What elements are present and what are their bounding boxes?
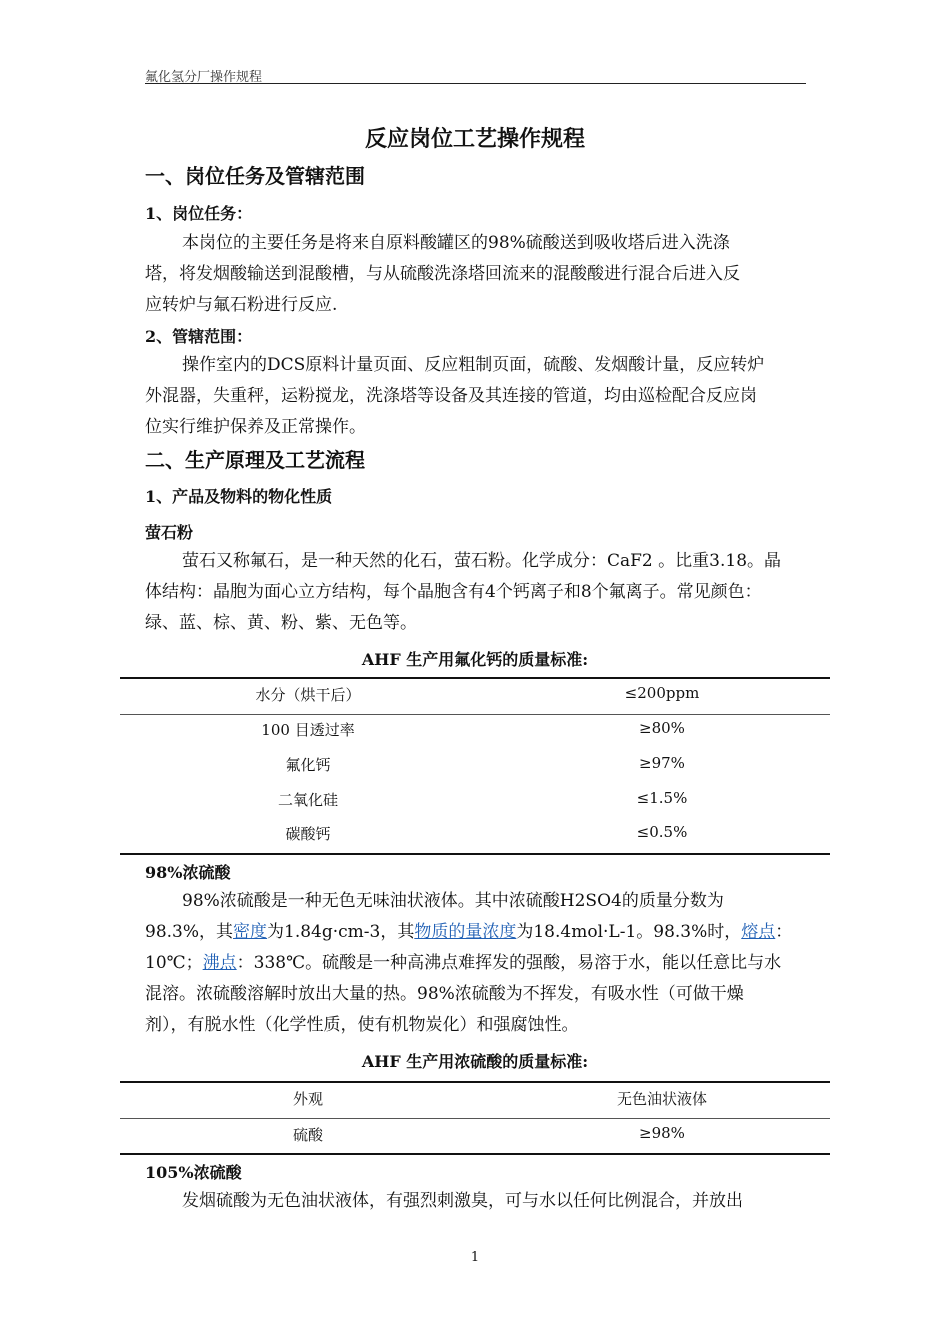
table-top-rule bbox=[120, 677, 830, 679]
page-header: 氟化氢分厂操作规程 bbox=[145, 70, 263, 85]
acid98-line: 10℃；沸点：338℃。硫酸是一种高沸点难挥发的强酸，易溶于水，能以任意比与水 bbox=[145, 953, 782, 973]
acid98-paragraph bbox=[145, 886, 807, 1041]
boiling-point-link[interactable]: 沸点 bbox=[202, 953, 237, 973]
table-cell: 氟化钙 bbox=[285, 756, 331, 774]
task-line: 应转炉与氟石粉进行反应. bbox=[145, 295, 338, 315]
task-heading: 1、岗位任务： bbox=[145, 204, 253, 223]
properties-heading: 1、产品及物料的物化性质 bbox=[145, 487, 333, 506]
fluorite-line: 萤石又称氟石，是一种天然的化石，萤石粉。化学成分：CaF2 。比重3.18。晶 bbox=[182, 551, 782, 571]
task-line: 本岗位的主要任务是将来自原料酸罐区的98%硫酸送到吸收塔后进入洗涤 bbox=[182, 233, 730, 253]
table-cell: 无色油状液体 bbox=[616, 1090, 707, 1108]
acid98-line: 98%浓硫酸是一种无色无味油状液体。其中浓硫酸H2SO4的质量分数为 bbox=[182, 891, 724, 911]
document-title: 反应岗位工艺操作规程 bbox=[364, 126, 585, 152]
page-number: 1 bbox=[470, 1250, 480, 1265]
table-cell: 硫酸 bbox=[292, 1126, 323, 1144]
table-cell: ≥80% bbox=[639, 719, 685, 737]
acid105-line: 发烟硫酸为无色油状液体，有强烈刺激臭，可与水以任何比例混合，并放出 bbox=[182, 1191, 743, 1211]
fluorite-line: 绿、蓝、棕、黄、粉、紫、无色等。 bbox=[145, 613, 417, 633]
table-header-rule bbox=[120, 1118, 830, 1119]
table-cell: ≤0.5% bbox=[636, 823, 688, 841]
table-cell: 二氧化硅 bbox=[277, 791, 338, 809]
table-top-rule bbox=[120, 1081, 830, 1083]
scope-line: 外混器，失重秤，运粉搅龙，洗涤塔等设备及其连接的管道，均由巡检配合反应岗 bbox=[145, 386, 757, 406]
table-cell: 100 目透过率 bbox=[261, 721, 355, 739]
scope-line: 操作室内的DCS原料计量页面、反应粗制页面，硫酸、发烟酸计量，反应转炉 bbox=[182, 355, 765, 375]
acid98-line: 混溶。浓硫酸溶解时放出大量的热。98%浓硫酸为不挥发，有吸水性（可做干燥 bbox=[145, 984, 744, 1004]
density-link[interactable]: 密度 bbox=[233, 922, 268, 942]
table-cell: 外观 bbox=[292, 1090, 323, 1108]
scope-line: 位实行维护保养及正常操作。 bbox=[145, 417, 366, 437]
acid-table-caption: AHF 生产用浓硫酸的质量标准: bbox=[361, 1052, 589, 1071]
table-bottom-rule bbox=[120, 853, 830, 855]
melting-point-link[interactable]: 熔点 bbox=[741, 922, 776, 942]
table-cell: ≥97% bbox=[639, 754, 685, 772]
table-cell: 水分（烘干后） bbox=[255, 686, 361, 704]
section-1-heading: 一、岗位任务及管辖范围 bbox=[145, 164, 365, 188]
acid98-heading: 98%浓硫酸 bbox=[145, 863, 231, 882]
table-header-rule bbox=[120, 714, 830, 715]
task-paragraph bbox=[145, 228, 807, 321]
acid105-heading: 105%浓硫酸 bbox=[145, 1163, 242, 1182]
fluorite-table-caption: AHF 生产用氟化钙的质量标准: bbox=[361, 650, 589, 669]
section-2-heading: 二、生产原理及工艺流程 bbox=[145, 448, 365, 472]
scope-paragraph bbox=[145, 350, 807, 443]
molar-concentration-link[interactable]: 物质的量浓度 bbox=[414, 922, 517, 942]
fluorite-paragraph bbox=[145, 546, 807, 639]
header-divider bbox=[145, 83, 806, 84]
table-bottom-rule bbox=[120, 1153, 830, 1155]
acid98-line: 剂），有脱水性（化学性质，使有机物炭化）和强腐蚀性。 bbox=[145, 1015, 579, 1035]
table-cell: ≥98% bbox=[639, 1124, 685, 1142]
acid98-line: 98.3%，其密度为1.84g·cm-3，其物质的量浓度为18.4mol·L-1。98.3%时，熔点： bbox=[145, 922, 793, 942]
table-cell: ≤200ppm bbox=[624, 684, 700, 702]
task-line: 塔，将发烟酸输送到混酸槽，与从硫酸洗涤塔回流来的混酸酸进行混合后进入反 bbox=[145, 264, 740, 284]
fluorite-line: 体结构：晶胞为面心立方结构，每个晶胞含有4个钙离子和8个氟离子。常见颜色： bbox=[145, 582, 762, 602]
table-cell: 碳酸钙 bbox=[285, 825, 331, 843]
scope-heading: 2、管辖范围： bbox=[145, 327, 253, 346]
fluorite-heading: 萤石粉 bbox=[145, 523, 194, 542]
acid105-paragraph bbox=[145, 1186, 807, 1217]
table-cell: ≤1.5% bbox=[636, 789, 688, 807]
